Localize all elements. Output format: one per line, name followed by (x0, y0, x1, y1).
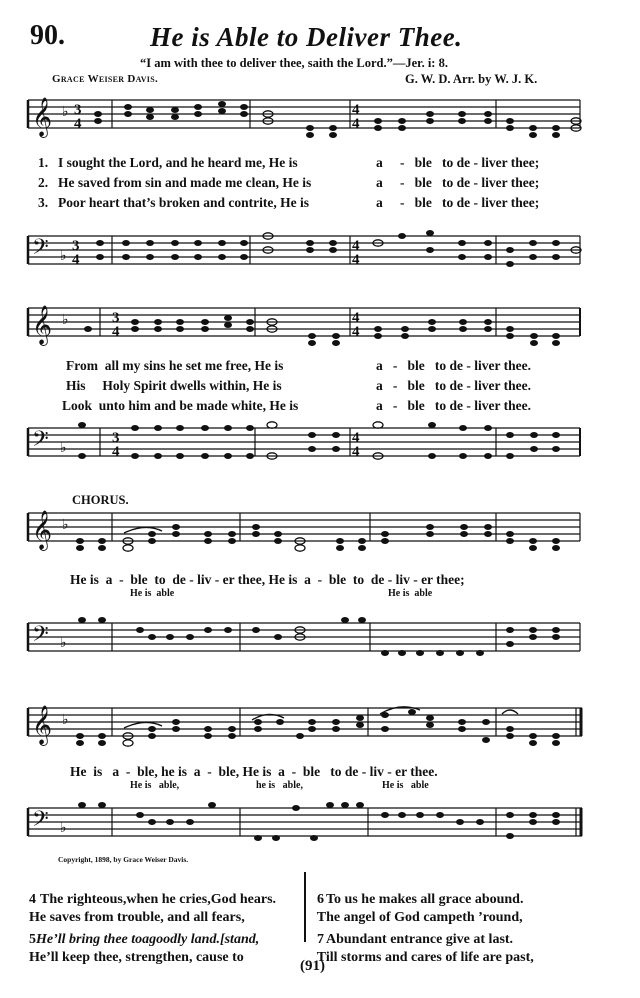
lyric-line: - ble to de - liver thee; (400, 155, 540, 170)
svg-text:♭: ♭ (62, 518, 69, 533)
page-number: (91) (300, 958, 325, 974)
svg-text:4: 4 (352, 116, 360, 132)
verse-5-line2: He’ll bring thee toagoodly land.[stand, (36, 932, 260, 947)
lyric-line: Poor heart that’s broken and contrite, He is (58, 195, 309, 210)
verse-number: 1. (38, 155, 49, 170)
svg-text:𝄞: 𝄞 (32, 99, 53, 136)
verse-number: 7 (317, 932, 324, 947)
chorus1-lyrics: He is a - ble to de - liv - er thee, He is a - ble to de - liv - er thee; (70, 572, 465, 587)
svg-text:3: 3 (112, 310, 120, 326)
svg-text:𝄢: 𝄢 (32, 622, 49, 651)
verse-line: The angel of God campeth ’round, (316, 910, 523, 925)
verse-number: 6 (317, 892, 324, 907)
lyric-syllable: a (376, 195, 383, 210)
chorus2-treble-staff (0, 700, 640, 760)
svg-text:4: 4 (352, 252, 360, 268)
copyright-notice: Copyright, 1898, by Grace Weiser Davis. (58, 855, 189, 864)
svg-text:♭: ♭ (60, 821, 67, 836)
svg-text:♭: ♭ (62, 105, 69, 120)
system2-bass-staff (0, 420, 640, 480)
svg-text:4: 4 (112, 324, 120, 340)
chorus2-echo: He is able (382, 780, 429, 791)
lyric-line: From all my sins he set me free, He is (66, 358, 284, 373)
verse-line: Till storms and cares of life are past, (316, 950, 534, 965)
chorus2-echo: he is able, (256, 780, 303, 791)
svg-text:3: 3 (74, 102, 82, 118)
svg-text:♭: ♭ (60, 441, 67, 456)
lyric-line: Look unto him and be made white, He is (62, 398, 299, 413)
chorus1-treble-staff (0, 505, 640, 565)
system2-treble-staff (0, 300, 640, 360)
lyric-line: a - ble to de - liver thee. (376, 358, 531, 373)
chorus2-lyrics: He is a - ble, he is a - ble, He is a - ble to de - liv - er thee. (70, 764, 438, 779)
svg-text:4: 4 (74, 116, 82, 132)
chorus2-bass-staff (0, 800, 640, 860)
chorus1-echo: He is able (130, 588, 175, 599)
verse-line: He saves from trouble, and all fears, (29, 910, 245, 925)
system1-treble-staff (0, 92, 640, 152)
svg-text:𝄢: 𝄢 (32, 235, 49, 264)
svg-text:4: 4 (352, 238, 360, 254)
system2-lyrics (0, 358, 640, 418)
lyric-line: a - ble to de - liver thee. (376, 398, 531, 413)
svg-text:♭: ♭ (60, 249, 67, 264)
lyric-line: He saved from sin and made me clean, He is (58, 175, 312, 190)
verse-7-line2: Abundant entrance give at last. (326, 932, 514, 947)
lyric-line: a - ble to de - liver thee. (376, 378, 531, 393)
svg-text:4: 4 (112, 444, 120, 460)
verse-4-line2: The righteous,when he cries,God hears. (40, 892, 277, 907)
svg-text:𝄢: 𝄢 (32, 807, 49, 836)
scripture-epigraph: “I am with thee to deliver thee, saith the Lord.”—Jer. i: 8. (140, 56, 448, 70)
svg-text:3: 3 (112, 430, 120, 446)
verse-number: 4 (29, 892, 36, 907)
svg-text:4: 4 (352, 324, 360, 340)
svg-text:4: 4 (352, 310, 360, 326)
svg-text:♭: ♭ (62, 713, 69, 728)
system1-lyrics (0, 155, 640, 225)
lyric-line: His Holy Spirit dwells within, He is (66, 378, 282, 393)
verse-number: 2. (38, 175, 49, 190)
lyric-syllable: a (376, 155, 383, 170)
lyric-line: - ble to de - liver thee; (400, 195, 540, 210)
column-divider (304, 872, 306, 942)
svg-text:4: 4 (72, 252, 80, 268)
arranger-credit: G. W. D. Arr. by W. J. K. (405, 72, 538, 86)
svg-text:♭: ♭ (60, 636, 67, 651)
svg-text:𝄞: 𝄞 (32, 307, 53, 344)
chorus-label: CHORUS. (72, 493, 129, 507)
svg-text:4: 4 (352, 444, 360, 460)
verse-6-line2: To us he makes all grace abound. (326, 892, 524, 907)
svg-text:♭: ♭ (62, 313, 69, 328)
svg-text:3: 3 (72, 238, 80, 254)
svg-text:𝄞: 𝄞 (32, 512, 53, 549)
system1-bass-staff (0, 228, 640, 288)
chorus2-echo: He is able, (130, 780, 180, 791)
svg-text:𝄢: 𝄢 (32, 427, 49, 456)
svg-text:4: 4 (352, 430, 360, 446)
chorus1-bass-staff (0, 615, 640, 675)
lyric-line: - ble to de - liver thee; (400, 175, 540, 190)
svg-text:𝄞: 𝄞 (32, 707, 53, 744)
verse-number: 3. (38, 195, 49, 210)
author-credit: Grace Weiser Davis. (52, 73, 159, 85)
svg-text:4: 4 (352, 102, 360, 118)
verse-number: 5 (29, 932, 36, 947)
hymn-number: 90. (30, 20, 65, 51)
lyric-syllable: a (376, 175, 383, 190)
verse-line: He’ll keep thee, strengthen, cause to (29, 950, 244, 965)
chorus1-echo: He is able (388, 588, 433, 599)
lyric-line: I sought the Lord, and he heard me, He is (58, 155, 298, 170)
hymn-title: He is Able to Deliver Thee. (150, 22, 463, 52)
